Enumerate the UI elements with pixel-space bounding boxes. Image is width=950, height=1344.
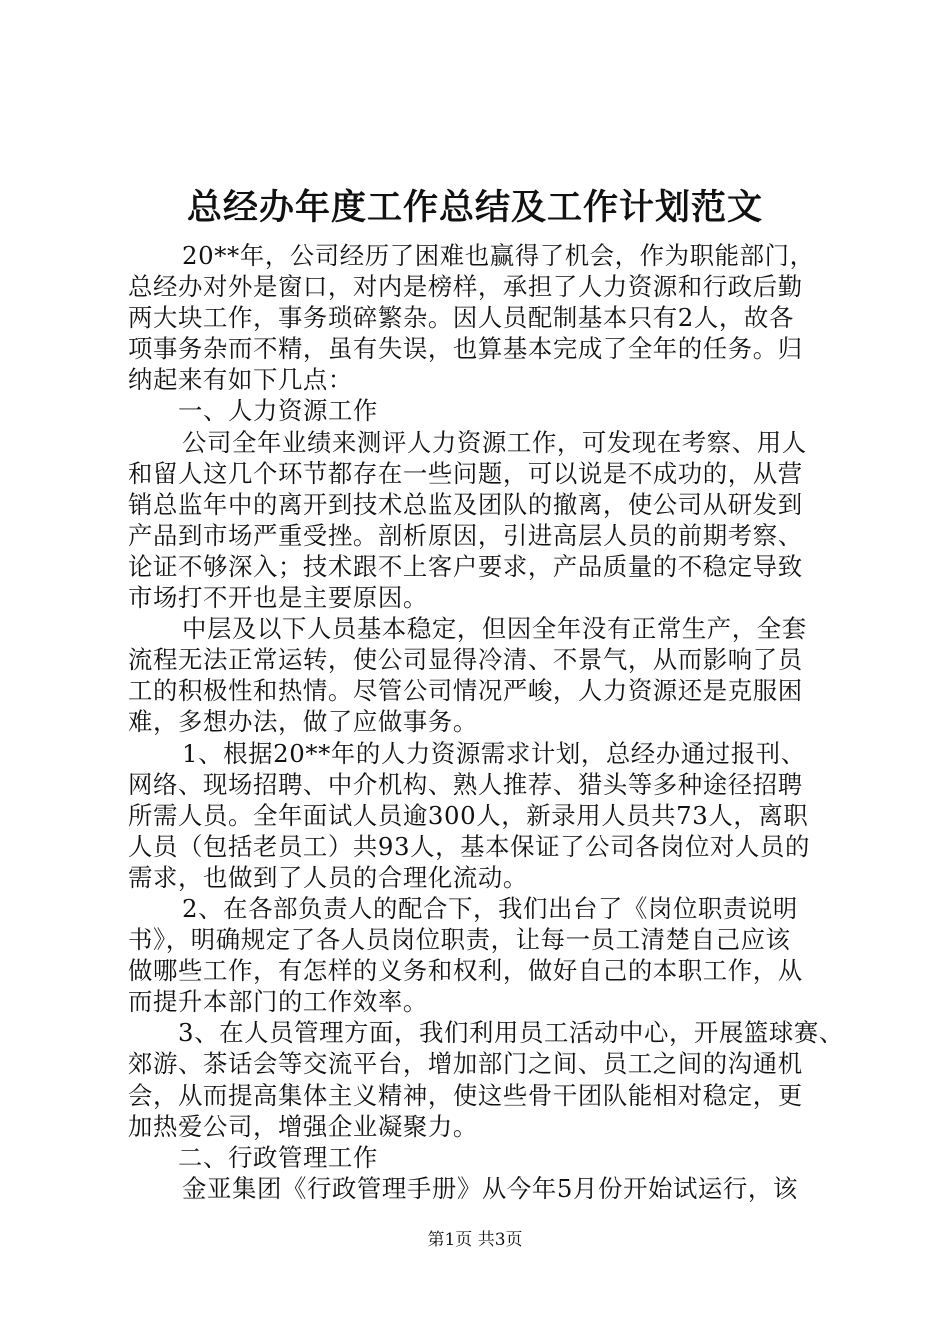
text-line: 产品到市场严重受挫。剖析原因，引进高层人员的前期考察、	[128, 520, 803, 550]
document-body	[128, 240, 844, 1204]
text-line: 网络、现场招聘、中介机构、熟人推荐、猎头等多种途径招聘	[128, 769, 803, 799]
text-line: 项事务杂而不精，虽有失误，也算基本完成了全年的任务。归	[128, 334, 803, 364]
text-line: 人员（包括老员工）共93人，基本保证了公司各岗位对人员的	[128, 831, 810, 861]
text-line: 流程无法正常运转，使公司显得冷清、不景气，从而影响了员	[128, 645, 803, 675]
text-line: 公司全年业绩来测评人力资源工作，可发现在考察、用人	[182, 427, 807, 457]
text-line: 3、在人员管理方面，我们利用员工活动中心，开展篮球赛、	[178, 1018, 844, 1048]
text-line: 纳起来有如下几点：	[128, 365, 353, 395]
text-line: 难，多想办法，做了应做事务。	[128, 707, 478, 737]
text-line: 论证不够深入；技术跟不上客户要求，产品质量的不稳定导致	[128, 551, 803, 581]
text-line: 销总监年中的离开到技术总监及团队的撤离，使公司从研发到	[128, 489, 803, 519]
document-title: 总经办年度工作总结及工作计划范文	[186, 187, 763, 228]
text-line: 会，从而提高集体主义精神，使这些骨干团队能相对稳定，更	[128, 1080, 803, 1110]
text-line: 两大块工作，事务琐碎繁杂。因人员配制基本只有2人，故各	[128, 303, 794, 333]
text-line: 1、根据20**年的人力资源需求计划，总经办通过报刊、	[182, 738, 806, 768]
text-line: 郊游、茶话会等交流平台，增加部门之间、员工之间的沟通机	[128, 1049, 803, 1079]
section-heading: 一、人力资源工作	[178, 396, 378, 426]
text-line: 20**年，公司经历了困难也赢得了机会，作为职能部门，	[182, 241, 815, 270]
text-line: 书》，明确规定了各人员岗位职责，让每一员工清楚自己应该	[128, 925, 791, 955]
text-line: 做哪些工作，有怎样的义务和权利，做好自己的本职工作，从	[128, 956, 803, 986]
page-footer: 第1页 共3页	[427, 1230, 523, 1250]
text-line: 总经办对外是窗口，对内是榜样，承担了人力资源和行政后勤	[128, 272, 803, 302]
text-line: 和留人这几个环节都存在一些问题，可以说是不成功的，从营	[128, 458, 803, 488]
text-line: 所需人员。全年面试人员逾300人，新录用人员共73人，离职	[128, 800, 809, 830]
text-line: 中层及以下人员基本稳定，但因全年没有正常生产，全套	[182, 614, 807, 644]
text-line: 金亚集团《行政管理手册》从今年5月份开始试运行，该	[182, 1173, 798, 1203]
text-line: 而提升本部门的工作效率。	[128, 987, 428, 1017]
text-line: 市场打不开也是主要原因。	[128, 583, 428, 613]
section-heading: 二、行政管理工作	[178, 1142, 378, 1172]
text-line: 加热爱公司，增强企业凝聚力。	[128, 1111, 478, 1141]
text-line: 工的积极性和热情。尽管公司情况严峻，人力资源还是克服困	[128, 676, 803, 706]
text-line: 2、在各部负责人的配合下，我们出台了《岗位职责说明	[182, 893, 798, 923]
text-line: 需求，也做到了人员的合理化流动。	[128, 862, 528, 892]
